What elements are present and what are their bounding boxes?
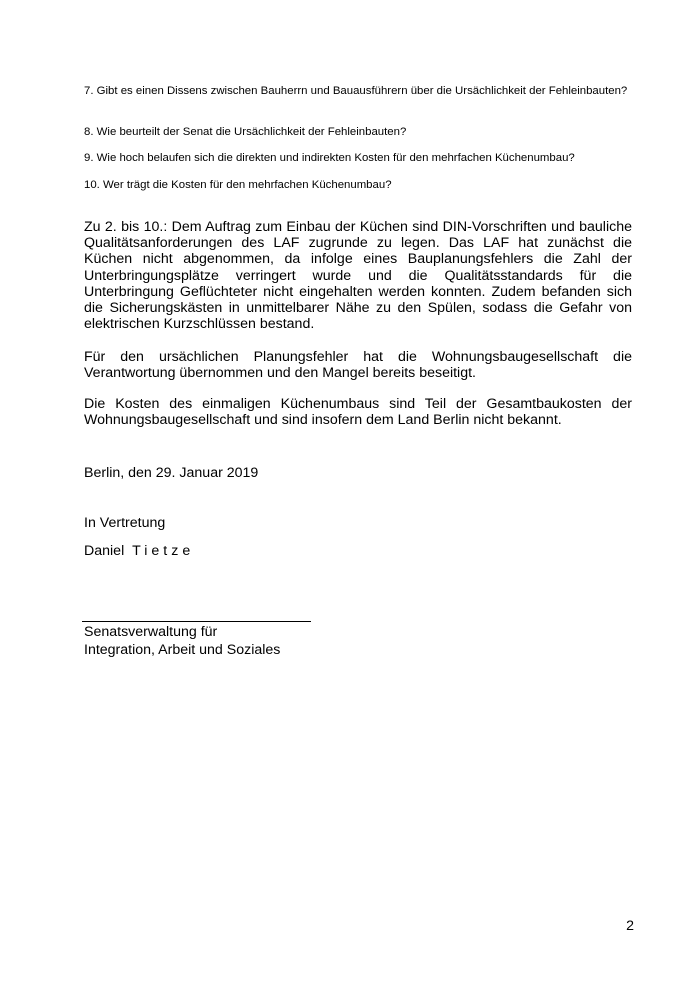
- answer-paragraph-1: Zu 2. bis 10.: Dem Auftrag zum Einbau der Küchen sind DIN-Vorschriften und bauliche Qualitätsanforderungen des LAF zugrunde zu legen. Das LAF hat zunächst die Küchen nicht abgenommen, da infolge eines Bauplanungsfehlers die Zahl der Unterbringungsplätze verringert wurde und die Qualitätsstandards für die Unterbringung Geflüchteter nicht eingehalten werden konnten. Zudem befanden sich die Sicherungskästen in unmittelbarer Nähe zu den Spülen, sodass die Gefahr von elektrischen Kurzschlüssen bestand.: [84, 219, 632, 333]
- answer-paragraph-2: Für den ursächlichen Planungsfehler hat die Wohnungsbaugesellschaft die Verantwortung übernommen und den Mangel bereits beseitigt.: [84, 349, 632, 382]
- department-line-1: Senatsverwaltung für: [84, 624, 218, 640]
- question-10: 10. Wer trägt die Kosten für den mehrfachen Küchenumbau?: [84, 179, 392, 191]
- signatory-last-name: Tietze: [132, 543, 195, 559]
- department-line-2: Integration, Arbeit und Soziales: [84, 642, 281, 658]
- signature-line: [82, 621, 311, 622]
- question-7: 7. Gibt es einen Dissens zwischen Bauherrn und Bauausführern über die Ursächlichkeit der Fehleinbauten?: [84, 85, 628, 97]
- answer-paragraph-3: Die Kosten des einmaligen Küchenumbaus sind Teil der Gesamtbaukosten der Wohnungsbaugesellschaft und sind insofern dem Land Berlin nicht bekannt.: [84, 396, 632, 429]
- signatory-first-name: Daniel: [84, 543, 125, 559]
- place-date: Berlin, den 29. Januar 2019: [84, 465, 259, 481]
- question-8: 8. Wie beurteilt der Senat die Ursächlichkeit der Fehleinbauten?: [84, 126, 407, 138]
- page-number: 2: [626, 918, 634, 934]
- question-9: 9. Wie hoch belaufen sich die direkten und indirekten Kosten für den mehrfachen Küchenumbau?: [84, 152, 575, 164]
- signatory-name: [84, 543, 194, 560]
- representation-note: In Vertretung: [84, 515, 166, 531]
